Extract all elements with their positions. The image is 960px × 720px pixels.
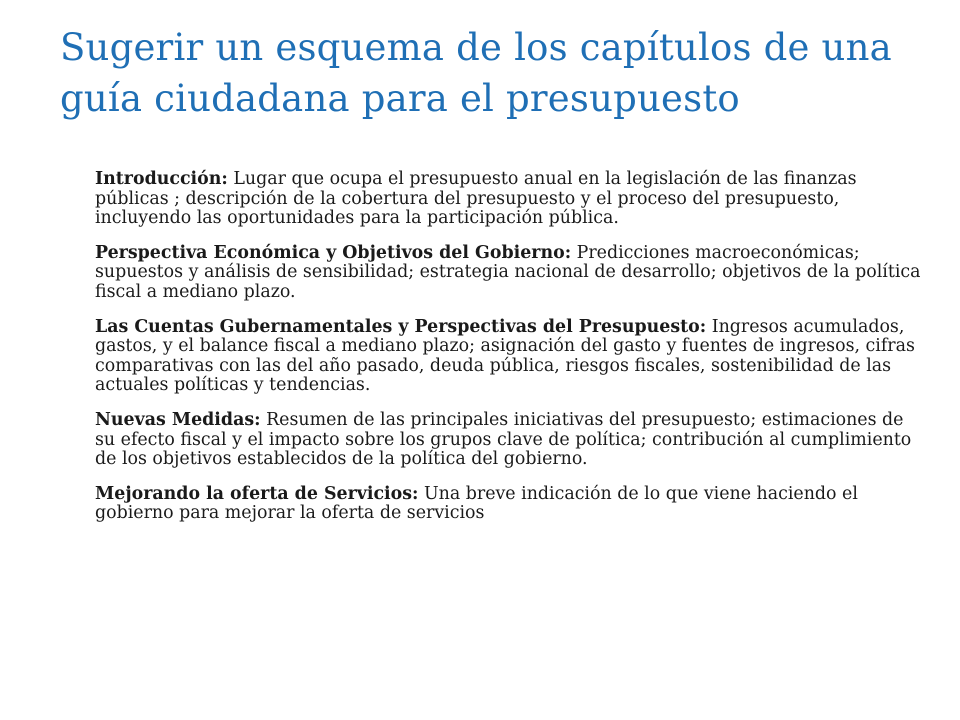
list-item <box>95 244 925 303</box>
list-item <box>95 411 925 470</box>
list-item <box>95 170 925 229</box>
item-text: Lugar que ocupa el presupuesto anual en la legislación de las finanzas públicas ; descripción de la cobertura del presupuesto y el proceso del presupuesto, incluyendo las oportunidades para la participación pública. <box>95 169 857 229</box>
item-label: Perspectiva Económica y Objetivos del Gobierno: <box>95 242 572 263</box>
chapter-list <box>95 170 925 539</box>
item-label: Nuevas Medidas: <box>95 409 261 430</box>
item-text: Resumen de las principales iniciativas del presupuesto; estimaciones de su efecto fiscal y el impacto sobre los grupos clave de política; contribución al cumplimiento de los objetivos establecidos de la política del gobierno. <box>95 409 912 470</box>
list-item <box>95 318 925 396</box>
item-text: Ingresos acumulados, gastos, y el balance fiscal a mediano plazo; asignación del gasto y fuentes de ingresos, cifras comparativas con las del año pasado, deuda pública, riesgos fiscales, sostenibilidad de las actuales políticas y tendencias. <box>95 316 915 396</box>
item-label: Introducción: <box>95 169 228 189</box>
item-text: Una breve indicación de lo que viene haciendo el gobierno para mejorar la oferta de servicios <box>95 483 858 524</box>
list-item <box>95 485 925 524</box>
slide-title: Sugerir un esquema de los capítulos de una guía ciudadana para el presupuesto <box>60 26 892 120</box>
item-label: Las Cuentas Gubernamentales y Perspectivas del Presupuesto: <box>95 316 707 337</box>
item-text: Predicciones macroeconómicas; supuestos y análisis de sensibilidad; estrategia nacional de desarrollo; objetivos de la política fiscal a mediano plazo. <box>95 242 921 302</box>
item-label: Mejorando la oferta de Servicios: <box>95 483 419 504</box>
